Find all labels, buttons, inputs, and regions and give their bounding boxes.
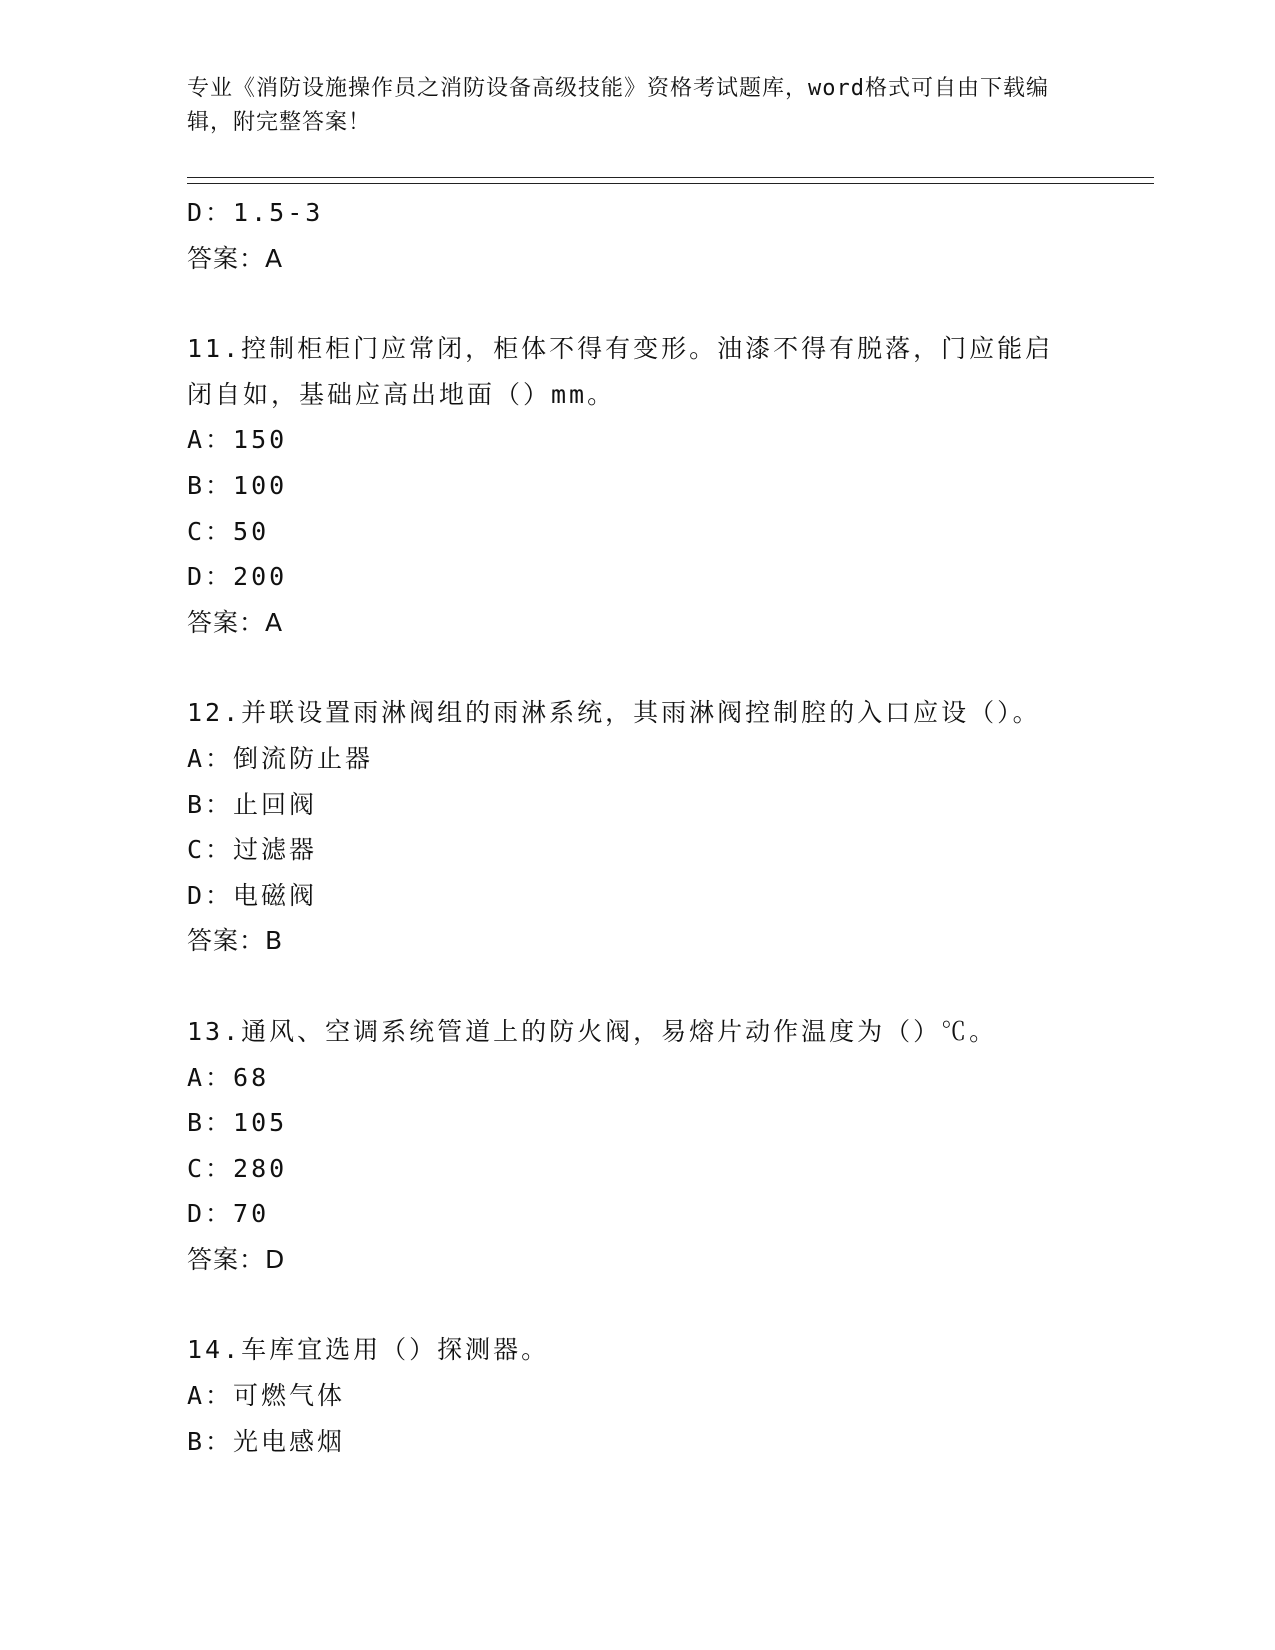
option-d: D：200: [187, 562, 288, 592]
question-text: 14.车库宜选用（）探测器。: [187, 1335, 550, 1365]
question-text: 13.通风、空调系统管道上的防火阀，易熔片动作温度为（）℃。: [187, 1016, 998, 1046]
option-a: A：可燃气体: [187, 1381, 346, 1411]
option-b: B：光电感烟: [187, 1426, 346, 1456]
option-d: D：1.5-3: [187, 198, 324, 227]
header-divider: [187, 177, 1154, 184]
spacer: [187, 964, 1087, 1009]
question-text: 12.并联设置雨淋阀组的雨淋系统，其雨淋阀控制腔的入口应设（）。: [187, 698, 1041, 728]
answer-line: 答案：A: [187, 243, 284, 273]
question-list: [187, 190, 1087, 1464]
spacer: [187, 1282, 1087, 1327]
option-b: B：105: [187, 1108, 288, 1138]
option-c: C：50: [187, 516, 270, 546]
option-b: B：100: [187, 470, 288, 500]
answer-line: 答案：A: [187, 607, 284, 637]
option-b: B：止回阀: [187, 789, 318, 819]
document-header: [187, 72, 1087, 140]
spacer: [187, 281, 1087, 326]
option-c: C：280: [187, 1153, 288, 1183]
spacer: [187, 645, 1087, 690]
option-a: A：倒流防止器: [187, 743, 374, 773]
answer-line: 答案：B: [187, 926, 284, 956]
answer-line: 答案：D: [187, 1244, 286, 1274]
option-d: D：70: [187, 1199, 270, 1229]
header-text: 专业《消防设施操作员之消防设备高级技能》资格考试题库，word格式可自由下载编辑，附完整答案！: [187, 76, 1049, 135]
option-c: C：过滤器: [187, 835, 318, 865]
option-a: A：68: [187, 1062, 270, 1092]
question-text: 11.控制柜柜门应常闭，柜体不得有变形。油漆不得有脱落，门应能启闭自如，基础应高出地面（）mm。: [187, 334, 1054, 409]
option-d: D：电磁阀: [187, 880, 318, 910]
option-a: A：150: [187, 425, 288, 455]
